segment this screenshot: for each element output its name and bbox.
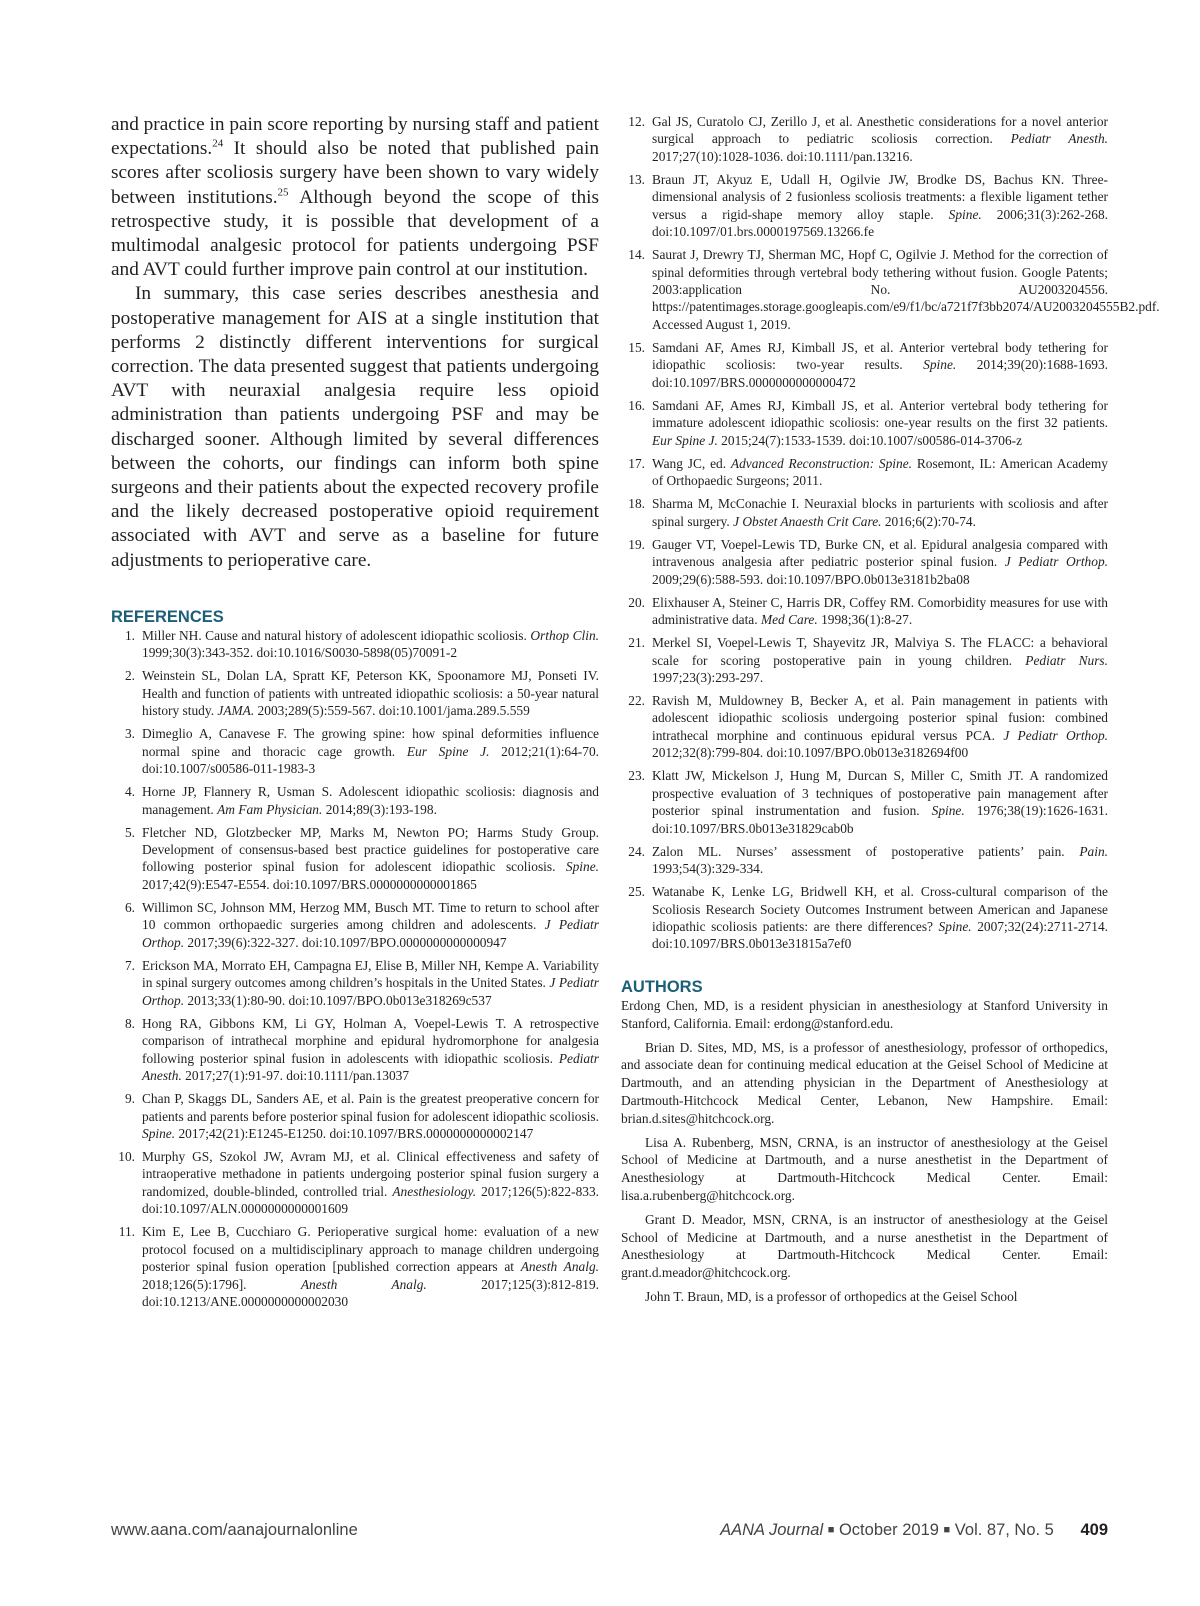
reference-item (621, 246, 1160, 333)
authors-section (621, 997, 1108, 1306)
reference-item (621, 113, 1108, 165)
volume-number: Vol. 87, No. 5 (954, 1521, 1054, 1539)
reference-item (621, 594, 1108, 629)
reference-journal: Pediatr Anesth. (1010, 131, 1108, 147)
reference-text: Erickson MA, Morrato EH, Campagna EJ, Elise B, Miller NH, Kempe A. Variability in spinal surgery outcomes among children’s hospitals in the United States. (142, 957, 599, 991)
reference-number: 1. (124, 627, 135, 643)
reference-journal: Orthop Clin. (530, 627, 600, 643)
reference-number: 19. (628, 536, 645, 552)
reference-text: 2017;39(6):322-327. doi:10.1097/BPO.0000000000000947 (184, 934, 507, 950)
references-list-right (621, 113, 1160, 953)
reference-text: Hong RA, Gibbons KM, Li GY, Holman A, Voepel-Lewis T. A retrospective comparison of intrathecal morphine and epidural hydromorphone for analgesia following posterior spinal fusion in adolescents with idiopathic scoliosis. (142, 1015, 599, 1066)
journal-name: AANA Journal (720, 1521, 824, 1539)
reference-number: 16. (628, 397, 645, 413)
reference-item (621, 455, 1108, 490)
body-text: and practice in pain score reporting by nursing staff and patient expectations. (111, 114, 599, 160)
reference-item (621, 767, 1108, 837)
reference-text: Samdani AF, Ames RJ, Kimball JS, et al. Anterior vertebral body tethering for immature adolescent idiopathic scoliosis: one-year results on the first 32 patients. (652, 397, 1108, 431)
reference-text: Zalon ML. Nurses’ assessment of postoperative patients’ pain. (652, 843, 1080, 859)
reference-text: Willimon SC, Johnson MM, Herzog MM, Busch MT. Time to return to school after 10 common orthopaedic surgeries among children and adolescents. (142, 899, 599, 933)
reference-journal: Spine. (142, 1125, 176, 1141)
reference-text: 2017;42(9):E547-E554. doi:10.1097/BRS.0000000000001865 (142, 876, 477, 892)
reference-number: 10. (118, 1149, 135, 1165)
reference-item (111, 1015, 599, 1085)
reference-text: Braun JT, Akyuz E, Udall H, Ogilvie JW, Brodke DS, Bachus KN. Three-dimensional analysis of 2 fusionless scoliosis treatments: a flexible ligament tether versus a rigid-shape memory alloy staple. (652, 171, 1108, 222)
reference-number: 5. (124, 824, 135, 840)
reference-number: 14. (628, 247, 645, 263)
journal-url: www.aana.com/aanajournalonline (111, 1521, 358, 1539)
reference-journal: Pediatr Anesth. (142, 1050, 599, 1084)
authors-heading: AUTHORS (621, 977, 703, 996)
author-bio: Grant D. Meador, MSN, CRNA, is an instructor of anesthesiology at the Geisel School of Medicine at Dartmouth, and a nurse anesthetist in the Department of Anesthesiology at Dartmouth-Hitchcock Medical Center. Email: grant.d.meador@hitchcock.org. (621, 1212, 1108, 1281)
reference-text: Murphy GS, Szokol JW, Avram MJ, et al. Clinical effectiveness and safety of intraoperative methadone in patients undergoing posterior spinal fusion surgery a randomized, double-blinded, controlled trial. (142, 1149, 599, 1199)
reference-text: Klatt JW, Mickelson J, Hung M, Durcan S, Miller C, Smith JT. A randomized prospective evaluation of 3 techniques of postoperative pain management after posterior spinal instrumentation and fusion. (652, 768, 1108, 819)
reference-item (111, 899, 599, 951)
reference-journal: Spine. (923, 357, 957, 373)
reference-journal: Anesth Analg. (520, 1259, 599, 1275)
reference-text: 2009;29(6):588-593. doi:10.1097/BPO.0b013e3181b2ba08 (652, 571, 970, 587)
reference-number: 9. (124, 1091, 135, 1107)
citation-superscript: 24 (212, 137, 224, 150)
reference-number: 17. (628, 455, 645, 471)
reference-item (621, 843, 1108, 878)
reference-journal: Med Care. (760, 612, 818, 628)
body-text: It should also be noted that published pain scores after scoliosis surgery have been shown to vary widely between institutions. (111, 138, 599, 208)
author-bio: Lisa A. Rubenberg, MSN, CRNA, is an instructor of anesthesiology at the Geisel School of Medicine at Dartmouth, and a nurse anesthetist in the Department of Anesthesiology at Dartmouth-Hitchcock Medical Center. Email: lisa.a.rubenberg@hitchcock.org. (621, 1134, 1108, 1203)
reference-journal: JAMA. (217, 703, 255, 719)
reference-item (111, 725, 599, 777)
reference-number: 3. (124, 726, 135, 742)
reference-text: Ravish M, Muldowney B, Becker A, et al. Pain management in patients with adolescent idiopathic scoliosis undergoing posterior spinal fusion: combined intrathecal morphine and continuous epidural versus PCA. (652, 693, 1108, 743)
reference-number: 13. (628, 171, 645, 187)
reference-item (621, 397, 1108, 449)
reference-journal: Spine. (938, 919, 972, 934)
reference-text: Chan P, Skaggs DL, Sanders AE, et al. Pain is the greatest preoperative concern for patients and parents before posterior spinal fusion for adolescent idiopathic scoliosis. (142, 1091, 599, 1124)
reference-journal: Anesth Analg. (300, 1276, 427, 1292)
reference-journal: Spine. (565, 859, 599, 875)
reference-text: Miller NH. Cause and natural history of adolescent idiopathic scoliosis. (142, 627, 531, 643)
reference-journal: J Pediatr Orthop. (142, 917, 599, 950)
reference-text: 2012;21(1):64-70. doi:10.1007/s00586-011-1983-3 (142, 743, 599, 777)
reference-journal: J Obstet Anaesth Crit Care. (733, 513, 882, 529)
reference-text: 2003;289(5):559-567. doi:10.1001/jama.289.5.559 (254, 703, 530, 719)
reference-text: Dimeglio A, Canavese F. The growing spine: how spinal deformities influence normal spine and thoracic cage growth. (142, 726, 599, 759)
body-paragraph-1 (111, 113, 599, 282)
references-list-left (111, 627, 599, 1311)
reference-text: 2017;126(5):822-833. doi:10.1097/ALN.0000000000001609 (142, 1183, 600, 1217)
reference-text: 2017;27(1):91-97. doi:10.1111/pan.13037 (181, 1068, 410, 1084)
reference-text: 2017;125(3):812-819. doi:10.1213/ANE.0000000000002030 (142, 1276, 599, 1309)
reference-journal: J Pediatr Orthop. (1004, 554, 1108, 570)
author-bio: Erdong Chen, MD, is a resident physician in anesthesiology at Stanford University in Stanford, California. Email: erdong@stanford.edu. (621, 997, 1108, 1031)
author-bio: John T. Braun, MD, is a professor of orthopedics at the Geisel School (645, 1289, 1018, 1305)
reference-text: Watanabe K, Lenke LG, Bridwell KH, et al. Cross-cultural comparison of the Scoliosis Research Society Outcomes Instrument between American and Japanese idiopathic scoliosis patients: are there differences? (652, 884, 1108, 934)
reference-text: 2016;6(2):70-74. (881, 513, 976, 529)
reference-number: 18. (628, 496, 645, 512)
reference-text: Merkel SI, Voepel-Lewis T, Shayevitz JR, Malviya S. The FLACC: a behavioral scale for scoring postoperative pain in young children. (652, 635, 1108, 668)
reference-item (621, 171, 1108, 241)
reference-number: 25. (628, 884, 645, 900)
reference-text: 1999;30(3):343-352. doi:10.1016/S0030-5898(05)70091-2 (142, 645, 458, 661)
reference-journal: J Pediatr Orthop. (1003, 727, 1108, 743)
reference-item (111, 957, 599, 1009)
reference-journal: Spine. (948, 206, 982, 222)
author-bio: Brian D. Sites, MD, MS, is a professor of anesthesiology, professor of orthopedics, and associate dean for continuing medical education at the Geisel School of Medicine at Dartmouth, and an attending physician in the Department of Anesthesiology at Dartmouth-Hitchcock Medical Center, Lebanon, New Hampshire. Email: brian.d.sites@hitchcock.org. (621, 1039, 1108, 1126)
reference-item (621, 536, 1108, 588)
references-heading: REFERENCES (111, 607, 224, 626)
reference-item (621, 634, 1108, 686)
reference-text: Wang JC, ed. (652, 455, 731, 471)
reference-text: 1976;38(19):1626-1631. doi:10.1097/BRS.0b013e31829cab0b (652, 803, 1108, 836)
reference-text: Saurat J, Drewry TJ, Sherman MC, Hopf C, Ogilvie J. Method for the correction of spinal deformities through vertebral body tethering without fusion. Google Patents; 2003:application No. AU2003204556. https://patentimages.storage.googleapis.com/e9/f1/bc/a721f7f3bb2074/AU2003204555B2.pdf. Accessed August 1, 2019. (652, 247, 1160, 332)
separator-icon: ■ (943, 1524, 951, 1536)
citation-superscript: 25 (277, 186, 289, 199)
reference-text: Rosemont, IL: American Academy of Orthopaedic Surgeons; 2011. (652, 455, 1109, 489)
left-column (111, 113, 599, 1316)
reference-journal: Advanced Reconstruction: Spine. (730, 455, 913, 471)
journal-citation (720, 1521, 1108, 1540)
reference-number: 4. (124, 784, 135, 800)
reference-item (621, 883, 1108, 953)
reference-item (111, 1148, 599, 1218)
reference-journal: Eur Spine J. (406, 743, 490, 759)
reference-text: Samdani AF, Ames RJ, Kimball JS, et al. Anterior vertebral body tethering for idiopathic scoliosis: two-year results. (652, 339, 1108, 373)
reference-number: 11. (118, 1224, 135, 1240)
reference-journal: Am Fam Physician. (217, 801, 323, 817)
reference-text: 2007;32(24):2711-2714. doi:10.1097/BRS.0b013e31815a7ef0 (652, 919, 1108, 952)
reference-item (621, 339, 1108, 391)
right-column (621, 113, 1160, 1313)
reference-number: 7. (124, 957, 135, 973)
reference-number: 2. (124, 668, 135, 684)
reference-number: 6. (124, 899, 135, 915)
reference-number: 15. (628, 339, 645, 355)
reference-journal: Pain. (1079, 843, 1108, 859)
reference-text: 2017;27(10):1028-1036. doi:10.1111/pan.13216. (652, 148, 913, 164)
reference-journal: J Pediatr Orthop. (142, 975, 599, 1008)
body-paragraph-2: In summary, this case series describes anesthesia and postoperative management for AIS at a single institution that performs 2 distinctly different interventions for surgical correction. The data presented suggest that patients undergoing AVT with neuraxial analgesia require less opioid administration than patients undergoing PSF and may be discharged sooner. Although limited by several differences between the cohorts, our findings can inform both spine surgeons and their patients about the expected recovery profile and the likely decreased postoperative opioid requirement associated with AVT and serve as a baseline for future adjustments to perioperative care. (111, 283, 599, 571)
reference-text: 2012;32(8):799-804. doi:10.1097/BPO.0b013e3182694f00 (652, 745, 969, 761)
page-footer (111, 1521, 1108, 1545)
reference-item (111, 627, 599, 662)
body-text: Although beyond the scope of this retrospective study, it is possible that development of a multimodal analgesic protocol for patients undergoing PSF and AVT could further improve pain control at our institution. (111, 186, 599, 281)
reference-item (621, 692, 1108, 762)
reference-text: Sharma M, McConachie I. Neuraxial blocks in parturients with scoliosis and after spinal surgery. (652, 496, 1108, 529)
reference-number: 23. (628, 768, 645, 784)
reference-journal: Anesthesiology. (392, 1183, 477, 1199)
reference-text: Gal JS, Curatolo CJ, Zerillo J, et al. Anesthetic considerations for a novel anterior surgical approach to pediatric scoliosis correction. (652, 114, 1108, 147)
reference-text: 2006;31(3):262-268. doi:10.1097/01.brs.0000197569.13266.fe (652, 206, 1108, 240)
reference-text: Kim E, Lee B, Cucchiaro G. Perioperative surgical home: evaluation of a new protocol focused on a multidisciplinary approach to manage children undergoing posterior spinal fusion operation [published correction appears at (142, 1224, 599, 1275)
reference-item (621, 495, 1108, 530)
reference-item (111, 1223, 599, 1310)
reference-text: Fletcher ND, Glotzbecker MP, Marks M, Newton PO; Harms Study Group. Development of consensus-based best practice guidelines for postoperative care following posterior spinal fusion for adolescent idiopathic scoliosis. (142, 824, 599, 875)
reference-journal: Eur Spine J. (652, 432, 718, 448)
reference-text: 2014;39(20):1688-1693. doi:10.1097/BRS.0000000000000472 (652, 357, 1109, 390)
page-number: 409 (1080, 1521, 1108, 1539)
reference-item (111, 1090, 599, 1142)
reference-item (111, 824, 599, 894)
reference-number: 20. (628, 594, 645, 610)
reference-text: 2018;126(5):1796]. (142, 1276, 301, 1292)
reference-journal: Pediatr Nurs. (1025, 652, 1108, 668)
reference-text: 2014;89(3):193-198. (322, 801, 437, 817)
reference-number: 21. (628, 635, 645, 651)
reference-text: Horne JP, Flannery R, Usman S. Adolescent idiopathic scoliosis: diagnosis and management. (142, 784, 599, 817)
reference-text: 2013;33(1):80-90. doi:10.1097/BPO.0b013e318269c537 (184, 992, 492, 1008)
separator-icon: ■ (827, 1524, 835, 1536)
reference-text: 1998;36(1):8-27. (817, 612, 913, 628)
reference-journal: Spine. (931, 803, 965, 819)
reference-number: 8. (124, 1015, 135, 1031)
reference-number: 24. (628, 843, 645, 859)
reference-text: 2015;24(7):1533-1539. doi:10.1007/s00586-014-3706-z (717, 432, 1023, 448)
reference-text: 2017;42(21):E1245-E1250. doi:10.1097/BRS.0000000000002147 (175, 1125, 534, 1141)
reference-text: Weinstein SL, Dolan LA, Spratt KF, Peterson KK, Spoonamore MJ, Ponseti IV. Health and function of patients with untreated idiopathic scoliosis: a 50-year natural history study. (142, 668, 599, 719)
reference-number: 22. (628, 693, 645, 709)
reference-item (111, 667, 599, 719)
reference-item (111, 783, 599, 818)
reference-text: Gauger VT, Voepel-Lewis TD, Burke CN, et al. Epidural analgesia compared with intravenous analgesia after pediatric posterior spinal fusion. (652, 536, 1108, 570)
reference-text: 1993;54(3):329-334. (652, 861, 764, 877)
reference-text: 1997;23(3):293-297. (652, 669, 764, 685)
reference-number: 12. (628, 114, 645, 129)
issue-date: October 2019 (838, 1521, 939, 1539)
reference-text: Elixhauser A, Steiner C, Harris DR, Coffey RM. Comorbidity measures for use with administrative data. (652, 594, 1108, 628)
